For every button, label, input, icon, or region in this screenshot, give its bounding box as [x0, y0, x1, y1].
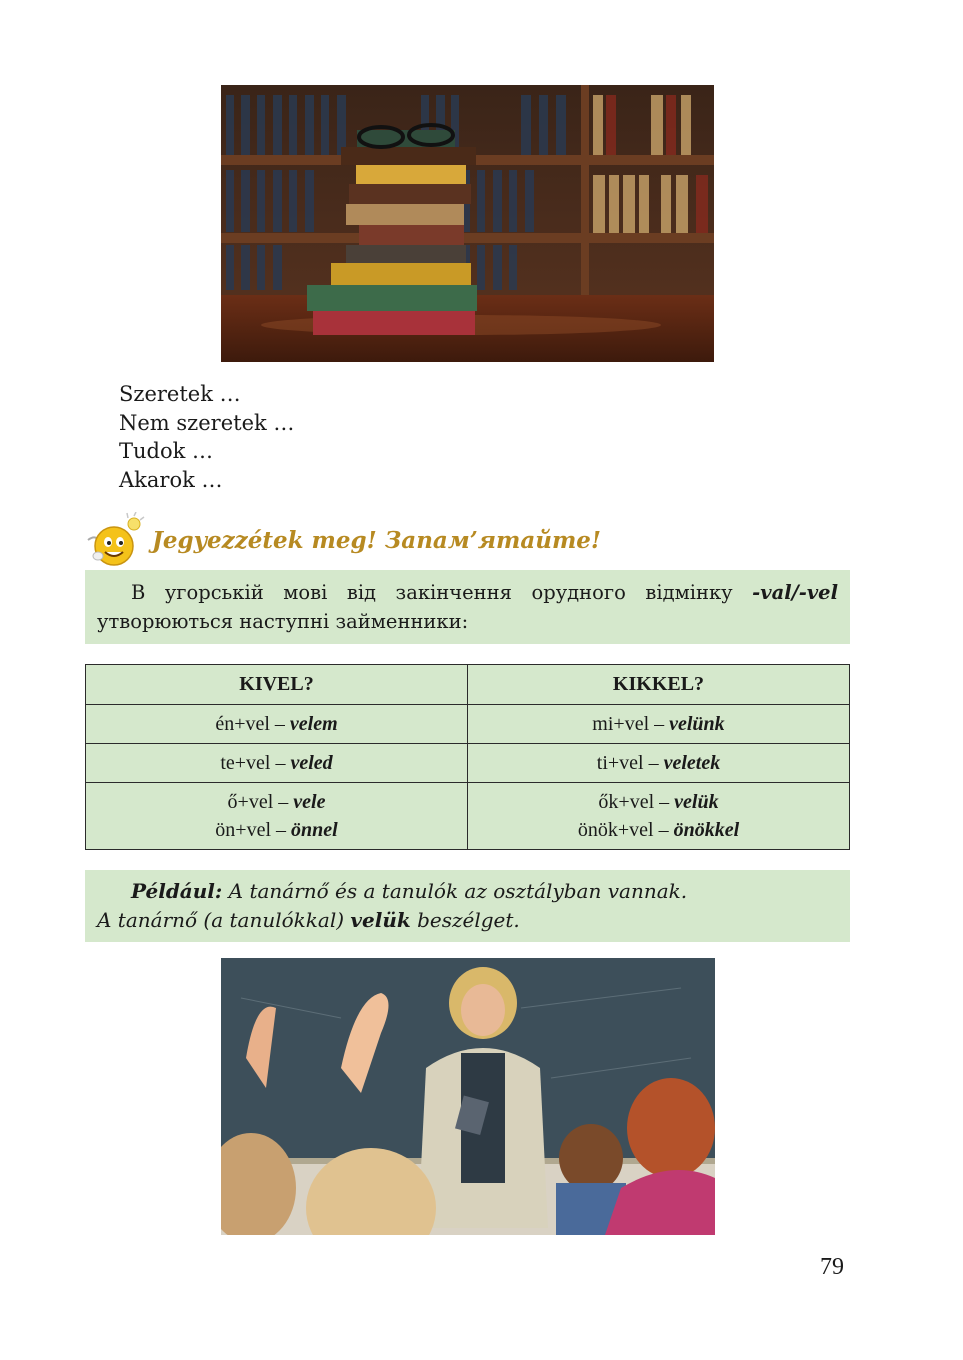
cell-base: te+vel –: [220, 752, 291, 774]
phrase-item: Tudok …: [119, 439, 214, 463]
phrase-list: [119, 380, 294, 494]
cell-base: ti+vel –: [596, 752, 664, 774]
cell-base: önök+vel –: [577, 819, 674, 841]
example-box: [85, 870, 850, 942]
table-cell: [468, 705, 850, 744]
table-cell: [86, 705, 468, 744]
cell-form: velük: [674, 791, 719, 813]
example-text: [85, 870, 850, 935]
books-photo: [221, 85, 714, 362]
example-label: Például:: [131, 879, 223, 903]
example-sentence-2-before: A tanárnő (a tanulókkal): [97, 908, 351, 932]
cell-form: önökkel: [673, 819, 740, 841]
cell-base: mi+vel –: [592, 713, 670, 735]
example-highlight: velük: [350, 908, 411, 932]
rule-text-after: утворюються наступні займенники:: [97, 610, 469, 633]
note-heading: [84, 512, 864, 572]
example-sentence-2-after: beszélget.: [410, 908, 520, 932]
cell-form: velem: [289, 713, 338, 735]
cell-form: önnel: [291, 819, 338, 841]
rule-text-before: В угорській мові від закінчення орудного відмінку: [131, 581, 753, 604]
table-row: [86, 705, 850, 744]
rule-text: [85, 570, 850, 636]
table-row: [86, 744, 850, 783]
page-number: 79: [820, 1254, 844, 1280]
classroom-photo: [221, 958, 715, 1235]
rule-box: [85, 570, 850, 644]
table-cell: [468, 744, 850, 783]
column-header: KIVEL?: [86, 665, 468, 705]
cell-base: ő+vel –: [227, 791, 294, 813]
cell-form: velünk: [669, 713, 725, 735]
table-cell: [86, 783, 468, 850]
table-header-row: [86, 665, 850, 705]
cell-form: veled: [290, 752, 333, 774]
rule-suffix: -val/-vel: [752, 581, 838, 604]
table-row: [86, 783, 850, 850]
example-sentence-1: A tanárnő és a tanulók az osztályban vannak.: [222, 879, 688, 903]
phrase-item: Nem szeretek …: [119, 410, 295, 435]
phrase-item: Akarok …: [119, 467, 223, 492]
note-title: Jegyezzétek meg! Запам’ятайте!: [152, 527, 602, 554]
cell-form: veletek: [663, 752, 721, 774]
table-cell: [468, 783, 850, 850]
pronoun-table: [85, 664, 850, 850]
cell-base: ők+vel –: [598, 791, 675, 813]
smiley-lightbulb-icon: [84, 512, 146, 570]
cell-base: ön+vel –: [215, 819, 292, 841]
column-header: KIKKEL?: [468, 665, 850, 705]
cell-form: vele: [293, 791, 326, 813]
cell-base: én+vel –: [215, 713, 290, 735]
phrase-item: Szeretek …: [119, 382, 241, 406]
table-cell: [86, 744, 468, 783]
